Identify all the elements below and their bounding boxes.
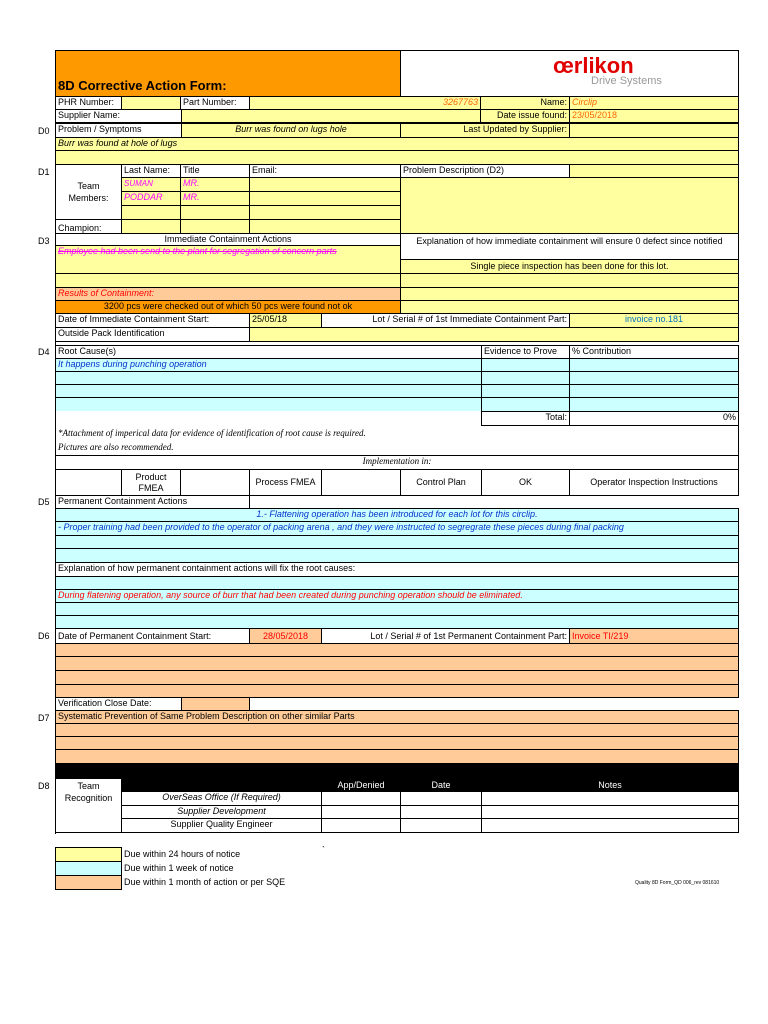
total-value: 0% [569,411,739,426]
containment-action[interactable] [55,245,401,274]
col-title: Title [180,164,250,178]
contribution-cell[interactable] [569,371,739,385]
symptom-value[interactable]: Burr was found on lugs hole [181,123,401,138]
d3-tag: D3 [38,236,50,246]
team-members-box [55,164,122,220]
d8-team-label: Team [77,781,100,791]
verification-close-value[interactable] [181,697,250,711]
evidence-cell[interactable] [481,371,570,385]
team-label: Team [77,181,100,191]
outside-pack-value[interactable] [249,327,739,342]
date-header: Date [431,780,451,790]
d4-right-border [738,426,739,456]
permanent-start-label: Date of Permanent Containment Start: [55,628,250,644]
containment-start-value[interactable]: 25/05/18 [249,313,322,328]
contribution-cell[interactable] [569,384,739,398]
champion-title[interactable] [180,219,250,234]
recognition-app-cell[interactable] [321,818,401,833]
root-cause-note-2: Pictures are also recommended. [58,442,174,452]
champion-email[interactable] [249,219,401,234]
members-label: Members: [68,193,109,203]
d6-blank-3[interactable] [55,670,739,685]
d5-blank-3[interactable] [55,576,739,590]
d5-tag: D5 [38,497,50,507]
evidence-cell[interactable] [481,358,570,372]
product-fmea-text: Product FMEA [135,472,167,493]
permanent-action-2[interactable]: - Proper training had been provided to the operator of packing arena , and they were instructed to segregrate these pieces during final packing [55,521,739,536]
recognition-notes-cell[interactable] [481,805,739,819]
verification-close-label: Verification Close Date: [55,697,182,711]
legend-swatch-orange [55,875,122,890]
d8-tag: D8 [38,781,50,791]
notes-header: Notes [598,780,622,790]
root-cause-row[interactable] [55,397,482,412]
d5-blank-5[interactable] [55,615,739,629]
legend-text-24h: Due within 24 hours of notice [124,849,241,859]
d1-tag: D1 [38,167,50,177]
d6-blank-4[interactable] [55,684,739,698]
evidence-label: Evidence to Prove [481,345,570,359]
d3-blank-4[interactable] [400,300,739,314]
results-value[interactable]: 3200 pcs were checked out of which 50 pcs were found not ok [55,300,401,314]
member-last-name[interactable]: SUMAN [121,177,181,192]
d7-tag: D7 [38,713,50,723]
recognition-notes-cell[interactable] [481,791,739,806]
part-number-label: Part Number: [180,96,250,110]
total-label: Total: [481,411,570,426]
contribution-cell[interactable] [569,397,739,412]
member-email[interactable] [249,177,401,192]
explanation-label-text: Explanation of how immediate containment will ensure 0 defect since notified [416,236,723,246]
d6-tag: D6 [38,631,50,641]
supplier-label: Supplier Name: [55,109,182,123]
control-plan-status[interactable]: OK [481,469,570,496]
member-email[interactable] [249,205,401,220]
containment-start-label: Date of Immediate Containment Start: [55,313,250,328]
recognition-date-cell[interactable] [400,805,482,819]
member-email[interactable] [249,191,401,206]
evidence-cell[interactable] [481,397,570,412]
explanation-label [400,233,739,260]
systematic-prevention-label: Systematic Prevention of Same Problem Description on other similar Parts [55,710,739,724]
recognition-row-label: Supplier Quality Engineer [121,818,322,833]
d8-recognition-label: Recognition [64,793,113,803]
contribution-label: % Contribution [569,345,739,359]
d5-blank-4[interactable] [55,602,739,616]
member-last-name[interactable]: PODDAR [121,191,181,206]
col-email: Email: [249,164,401,178]
member-title[interactable] [180,205,250,220]
control-plan-label: Control Plan [400,469,482,496]
d6-blank-2[interactable] [55,656,739,671]
containment-action-text: Employee had been send to the plant for segregation of concern parts [58,246,337,256]
product-fmea-label [121,469,181,496]
problem-description-top[interactable] [569,164,739,178]
phr-value[interactable] [121,96,181,110]
legend-text-1week: Due within 1 week of notice [124,863,234,873]
member-last-name[interactable] [121,205,181,220]
app-denied-header: App/Denied [337,780,385,790]
legend-swatch-cyan [55,861,122,876]
permanent-explanation-value[interactable]: During flatening operation, any source of burr that had been created during punching operation should be eliminated. [55,589,739,603]
operator-inspection-label: Operator Inspection Instructions [569,469,739,496]
legend-text-1month: Due within 1 month of action or per SQE [124,877,286,887]
d5-blank-1[interactable] [55,535,739,549]
recognition-app-cell[interactable] [321,805,401,819]
member-title[interactable]: MR. [180,191,250,206]
problem-description-label: Problem Description (D2) [400,164,570,178]
permanent-action-1[interactable]: 1.- Flattening operation has been introduced for each lot for this circlip. [55,508,739,522]
d5-blank-2[interactable] [55,548,739,563]
permanent-containment-label: Permanent Containment Actions [55,495,250,509]
stray-mark: ` [322,845,325,855]
impl-checkbox-product[interactable] [180,469,250,496]
contribution-cell[interactable] [569,358,739,372]
problem-description-area[interactable] [400,177,739,234]
recognition-row-label: Supplier Development [121,805,322,819]
d7-blank-3[interactable] [55,749,739,764]
last-updated-label: Last Updated by Supplier: [400,123,570,138]
results-label: Results of Containment: [55,287,401,301]
logo-subtitle: Drive Systems [591,75,662,87]
outside-pack-label: Outside Pack Identification [55,327,250,342]
recognition-notes-cell[interactable] [481,818,739,833]
champion-label: Champion: [55,219,122,234]
recognition-date-cell[interactable] [400,818,482,833]
date-issue-value[interactable]: 23/05/2018 [569,109,739,123]
root-cause-row[interactable] [55,371,482,385]
root-cause-label: Root Cause(s) [55,345,482,359]
name-value[interactable]: Circlip [569,96,739,110]
problem-detail[interactable]: Burr was found at hole of lugs [55,137,739,151]
root-cause-row[interactable] [55,384,482,398]
permanent-start-value[interactable]: 28/05/2018 [249,628,322,644]
root-cause-value[interactable]: It happens during punching operation [55,358,482,372]
col-last-name: Last Name: [121,164,181,178]
phr-label: PHR Number: [55,96,122,110]
footer-form-code: Quality 8D Form_QD 006_rev 081610 [635,880,720,886]
immediate-lot-label: Lot / Serial # of 1st Immediate Containment Part: [321,313,570,328]
member-title[interactable]: MR. [180,177,250,192]
explanation-value[interactable]: Single piece inspection has been done for this lot. [400,259,739,274]
total-row-left [55,411,482,426]
last-updated-value[interactable] [569,123,739,138]
date-issue-label: Date issue found: [480,109,570,123]
permanent-lot-value[interactable]: Invoice TI/219 [569,628,739,644]
evidence-cell[interactable] [481,384,570,398]
impl-blank-1 [55,469,122,496]
oerlikon-logo: œrlikon [553,53,634,78]
permanent-lot-label: Lot / Serial # of 1st Permanent Containment Part: [321,628,570,644]
d7-blank-2[interactable] [55,736,739,750]
d6-blank-1[interactable] [55,643,739,657]
root-cause-note-1: *Attachment of imperical data for evidence of identification of root cause is required. [58,428,366,438]
d0-tag: D0 [38,126,50,136]
champion-name[interactable] [121,219,181,234]
permanent-explanation-label: Explanation of how permanent containment actions will fix the root causes: [55,562,739,577]
part-number-value[interactable]: 3267763 [249,96,481,110]
problem-symptoms-label: Problem / Symptoms [55,123,182,138]
recognition-app-cell[interactable] [321,791,401,806]
implementation-label: Implementation in: [55,455,739,470]
form-title: 8D Corrective Action Form: [58,78,227,93]
d3-blank-2[interactable] [400,273,739,288]
d0-blank-row[interactable] [55,150,739,165]
impl-checkbox-process[interactable] [321,469,401,496]
d3-blank-3[interactable] [400,287,739,301]
form-left-edge [55,50,56,834]
supplier-value[interactable] [181,109,481,123]
legend-swatch-yellow [55,847,122,862]
d7-blank-1[interactable] [55,723,739,737]
immediate-lot-value[interactable]: invoice no.181 [569,313,739,328]
d3-blank-1[interactable] [55,273,401,288]
immediate-containment-label: Immediate Containment Actions [55,233,401,246]
d4-tag: D4 [38,347,50,357]
name-label: Name: [480,96,570,110]
process-fmea-label: Process FMEA [249,469,322,496]
recognition-date-cell[interactable] [400,791,482,806]
recognition-row-label: OverSeas Office (If Required) [121,791,322,806]
